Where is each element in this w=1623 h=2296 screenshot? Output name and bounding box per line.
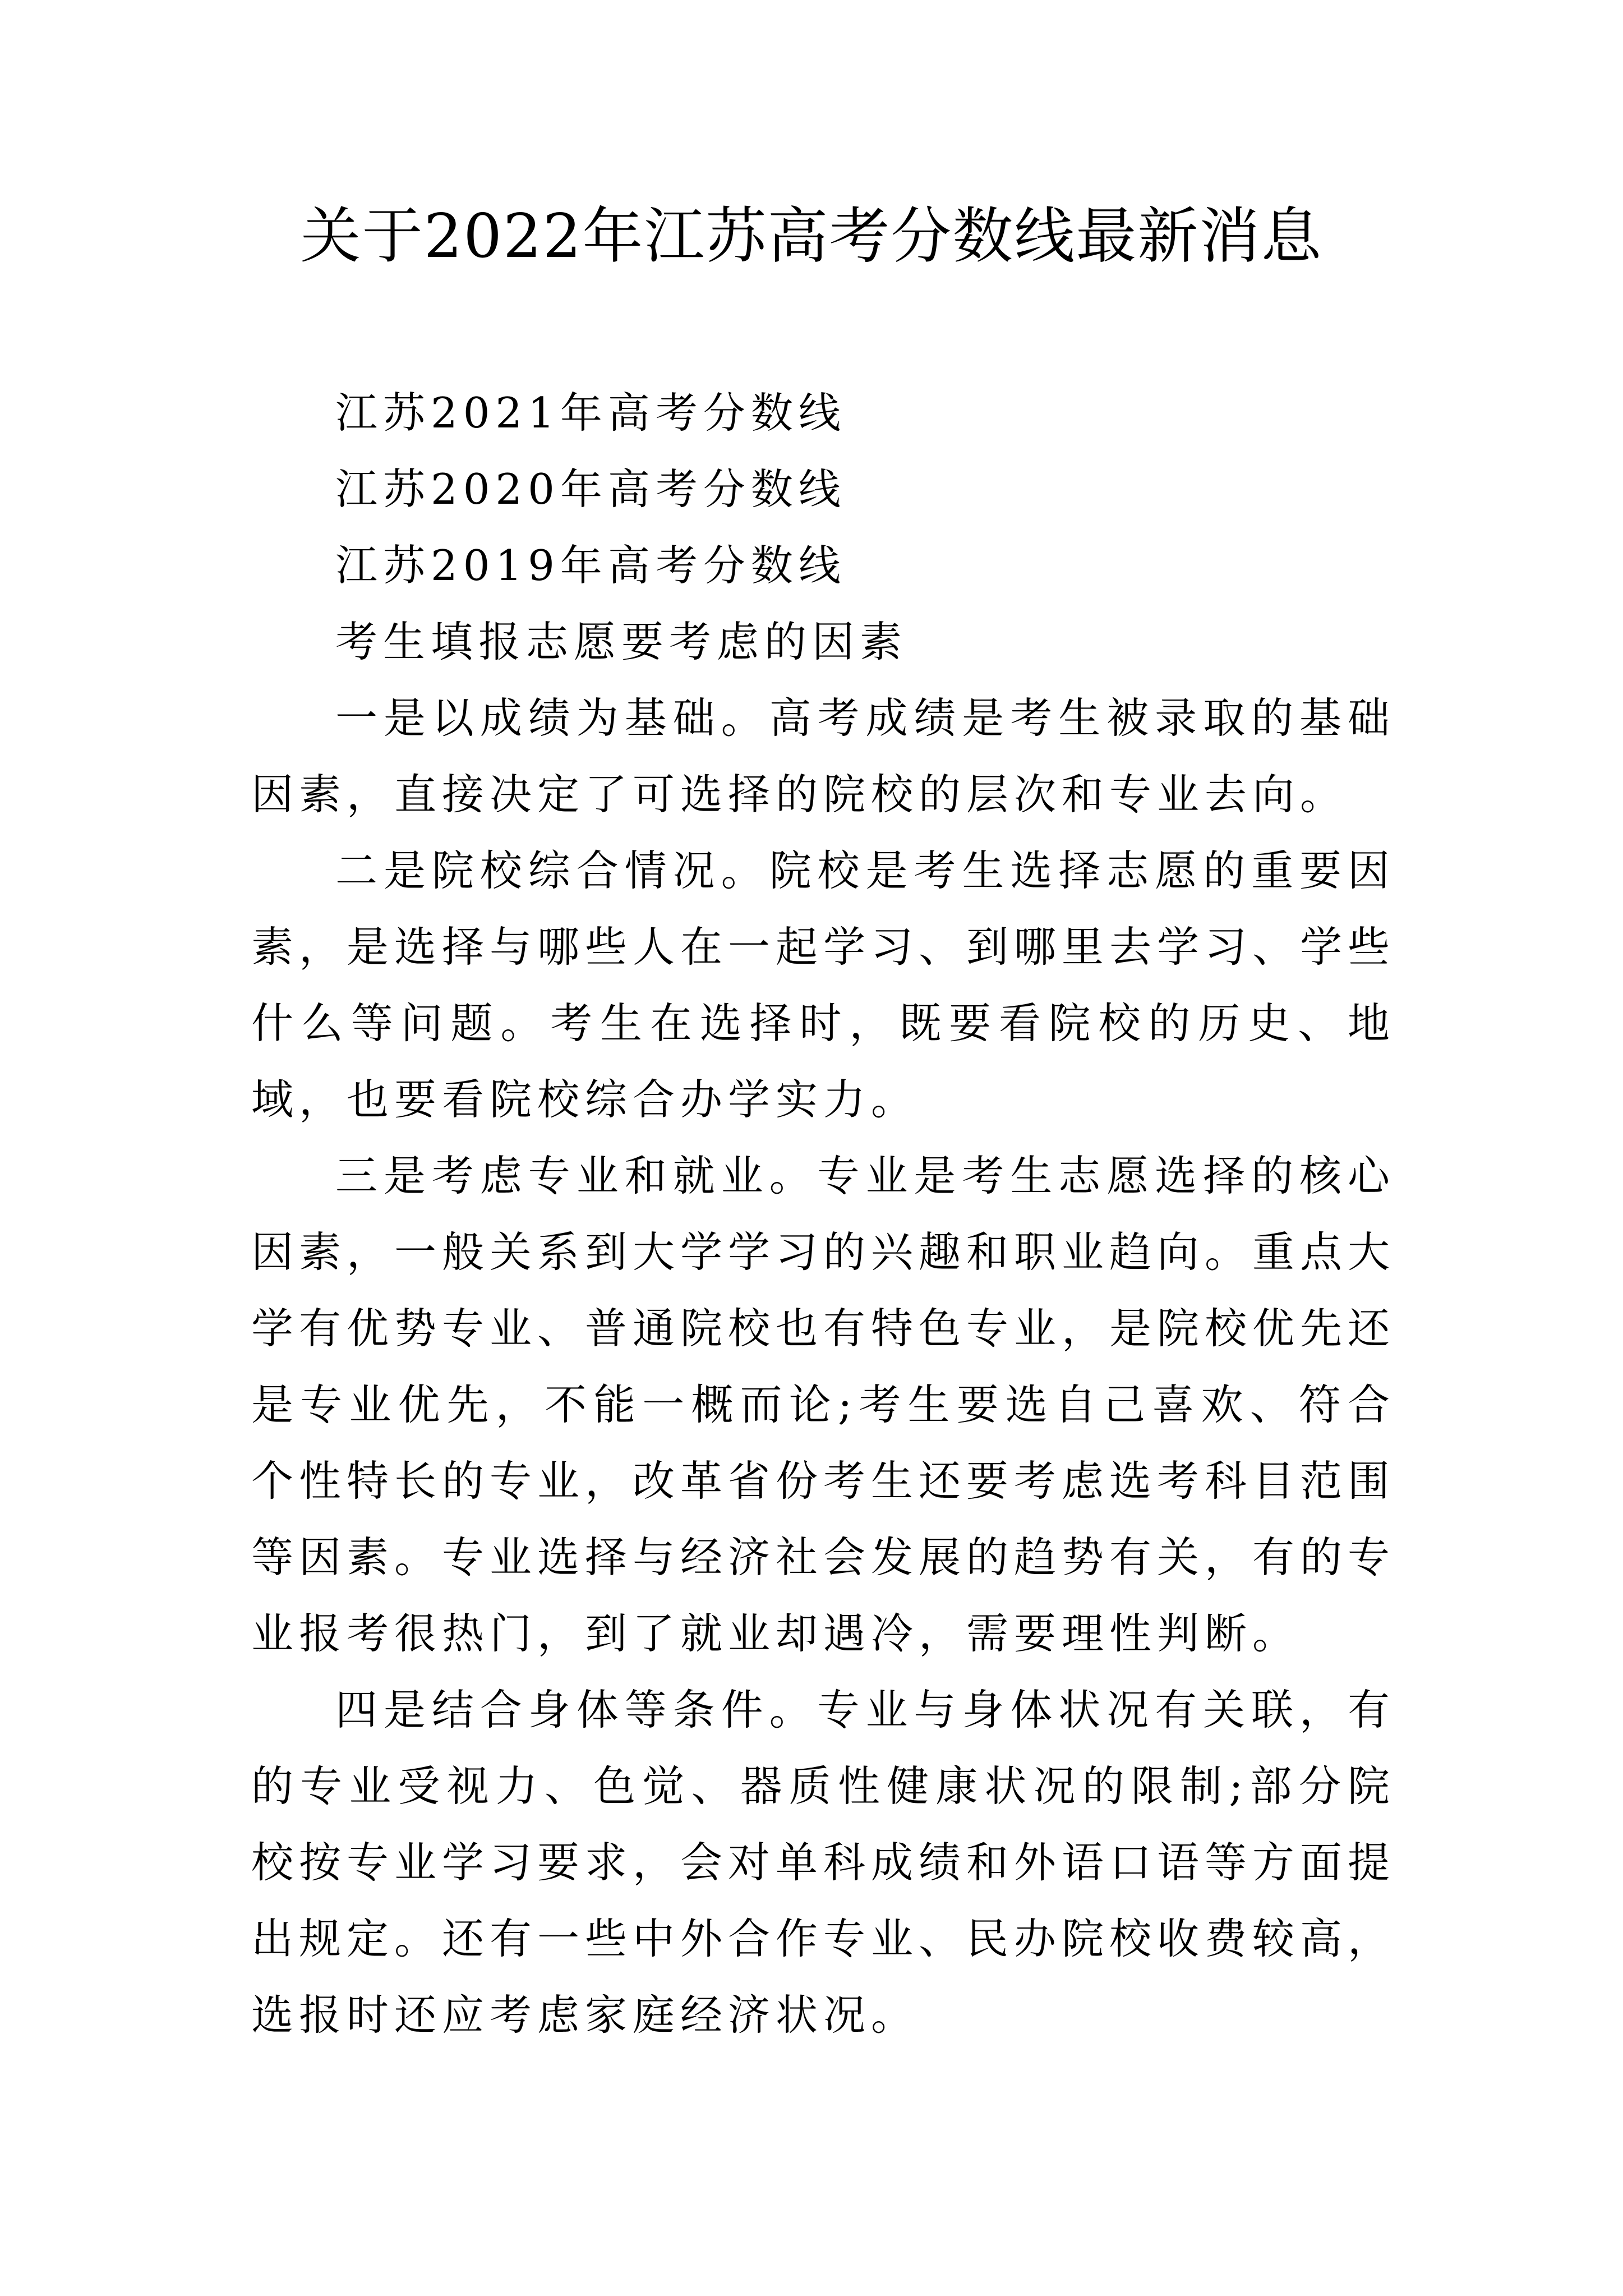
paragraph-factor-three: 三是考虑专业和就业。专业是考生志愿选择的核心因素，一般关系到大学学习的兴趣和职业趋向。重点大学有优势专业、普通院校也有特色专业，是院校优先还是专业优先，不能一概而论;考生要选自己喜欢、符合个性特长的专业，改革省份考生还要考虑选考科目范围等因素。专业选择与经济社会发展的趋势有关，有的专业报考很热门，到了就业却遇冷，需要理性判断。 xyxy=(251,1151,1396,1658)
paragraph-factor-four: 四是结合身体等条件。专业与身体状况有关联，有的专业受视力、色觉、器质性健康状况的限制;部分院校按专业学习要求，会对单科成绩和外语口语等方面提出规定。还有一些中外合作专业、民办院校收费较高，选报时还应考虑家庭经济状况。 xyxy=(251,1685,1396,2040)
paragraph-2020-scores: 江苏2020年高考分数线 xyxy=(335,464,846,514)
paragraph-factor-one: 一是以成绩为基础。高考成绩是考生被录取的基础因素，直接决定了可选择的院校的层次和专业去向。 xyxy=(251,693,1395,819)
paragraph-factors-heading: 考生填报志愿要考虑的因素 xyxy=(335,617,908,666)
document-title: 关于2022年江苏高考分数线最新消息 xyxy=(300,201,1323,272)
paragraph-2019-scores: 江苏2019年高考分数线 xyxy=(335,541,846,590)
paragraph-factor-two: 二是院校综合情况。院校是考生选择志愿的重要因素，是选择与哪些人在一起学习、到哪里去学习、学些什么等问题。考生在选择时，既要看院校的历史、地域，也要看院校综合办学实力。 xyxy=(251,846,1396,1124)
paragraph-2021-scores: 江苏2021年高考分数线 xyxy=(335,388,846,438)
document-body xyxy=(251,375,1395,2053)
